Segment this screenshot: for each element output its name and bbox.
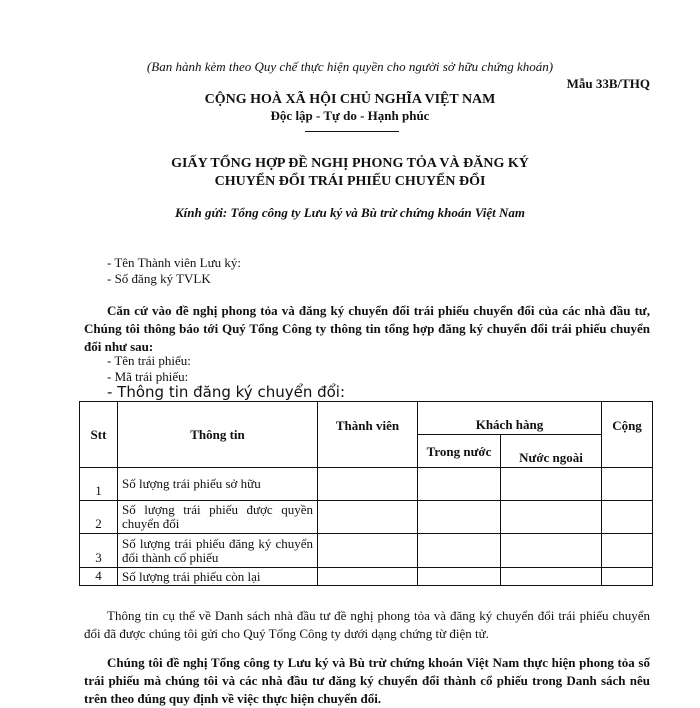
cell-domestic bbox=[418, 534, 501, 568]
row-number: 3 bbox=[80, 534, 118, 568]
form-note: (Ban hành kèm theo Quy chế thực hiện quyền cho người sở hữu chứng khoán) bbox=[146, 59, 554, 74]
national-motto: Độc lập - Tự do - Hạnh phúc bbox=[270, 108, 430, 123]
row-number: 1 bbox=[80, 468, 118, 501]
cell-foreign bbox=[501, 534, 602, 568]
cell-member bbox=[318, 568, 418, 586]
cell-domestic bbox=[418, 501, 501, 534]
detail-paragraph: Thông tin cụ thể về Danh sách nhà đầu tư đề nghị phong tỏa và đăng ký chuyển đổi trái phiếu chuyển đổi đã được chúng tôi gửi cho Quý Tổng Công ty dưới dạng chứng từ điện tử. bbox=[84, 608, 650, 641]
table-row bbox=[80, 534, 653, 568]
row-number: 4 bbox=[80, 568, 118, 586]
row-info: Số lượng trái phiếu còn lại bbox=[118, 568, 318, 586]
cell-member bbox=[318, 501, 418, 534]
table-row bbox=[80, 468, 653, 501]
header-domestic: Trong nước bbox=[418, 435, 501, 468]
cell-foreign bbox=[501, 568, 602, 586]
row-number: 2 bbox=[80, 501, 118, 534]
header-total: Cộng bbox=[602, 402, 653, 468]
conversion-table bbox=[79, 401, 653, 586]
form-code: Mẫu 33B/THQ bbox=[566, 76, 650, 91]
cell-total bbox=[602, 568, 653, 586]
row-info: Số lượng trái phiếu được quyền chuyển đổi bbox=[118, 501, 318, 534]
bond-name-label: - Tên trái phiếu: bbox=[107, 353, 191, 368]
national-title: CỘNG HOÀ XÃ HỘI CHỦ NGHĨA VIỆT NAM bbox=[204, 92, 496, 107]
cell-domestic bbox=[418, 468, 501, 501]
header-stt: Stt bbox=[80, 402, 118, 468]
table-row bbox=[80, 568, 653, 586]
cell-total bbox=[602, 468, 653, 501]
intro-paragraph: Căn cứ vào đề nghị phong tỏa và đăng ký chuyển đổi trái phiếu chuyển đổi của các nhà đầu tư, Chúng tôi thông báo tới Quý Tổng Công ty thông tin tổng hợp đăng ký chuyển đổi trái phiếu chuyển đổi như sau: bbox=[84, 303, 650, 354]
cell-total bbox=[602, 534, 653, 568]
cell-foreign bbox=[501, 501, 602, 534]
motto-underline bbox=[305, 131, 399, 132]
row-info: Số lượng trái phiếu đăng ký chuyển đổi thành cổ phiếu bbox=[118, 534, 318, 568]
document-title-line-2: CHUYỂN ĐỔI TRÁI PHIẾU CHUYỂN ĐỔI bbox=[214, 174, 486, 189]
cell-domestic bbox=[418, 568, 501, 586]
cell-total bbox=[602, 501, 653, 534]
row-info: Số lượng trái phiếu sở hữu bbox=[118, 468, 318, 501]
table-row bbox=[80, 501, 653, 534]
member-name-label: - Tên Thành viên Lưu ký: bbox=[107, 255, 242, 270]
header-customer: Khách hàng bbox=[418, 402, 602, 435]
cell-member bbox=[318, 468, 418, 501]
document-title-line-1: GIẤY TỔNG HỢP ĐỀ NGHỊ PHONG TỎA VÀ ĐĂNG KÝ bbox=[171, 156, 529, 171]
header-info: Thông tin bbox=[118, 402, 318, 468]
conversion-info-label: - Thông tin đăng ký chuyển đổi: bbox=[107, 383, 346, 401]
cell-foreign bbox=[501, 468, 602, 501]
cell-member bbox=[318, 534, 418, 568]
header-foreign: Nước ngoài bbox=[501, 435, 602, 468]
request-paragraph: Chúng tôi đề nghị Tổng công ty Lưu ký và Bù trừ chứng khoán Việt Nam thực hiện phong tỏa số trái phiếu mà chúng tôi và các nhà đầu tư đăng ký chuyển đổi thành cổ phiếu trong Danh sách nêu trên theo đúng quy định về việc thực hiện chuyển đổi. bbox=[84, 655, 650, 706]
header-member: Thành viên bbox=[318, 402, 418, 468]
bond-code-label: - Mã trái phiếu: bbox=[107, 369, 189, 384]
recipient-line: Kính gửi: Tổng công ty Lưu ký và Bù trừ chứng khoán Việt Nam bbox=[174, 205, 526, 220]
member-registration-label: - Số đăng ký TVLK bbox=[107, 271, 211, 286]
